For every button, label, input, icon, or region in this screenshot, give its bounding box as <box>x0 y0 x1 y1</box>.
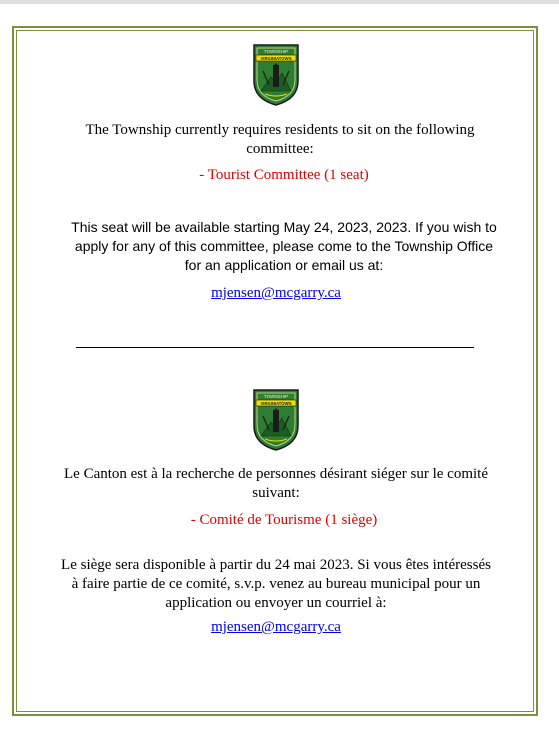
top-edge-line <box>0 0 559 4</box>
english-email-link[interactable]: mjensen@mcgarry.ca <box>211 285 341 301</box>
english-intro-text: The Township currently requires residents to sit on the following committee: <box>85 122 475 157</box>
english-email-paragraph <box>60 284 492 303</box>
french-committee-text: - Comité de Tourisme (1 siège) <box>190 512 378 528</box>
logo-2-top-text: TOWNSHIP <box>263 394 289 399</box>
section-divider <box>76 347 474 348</box>
french-intro-text: Le Canton est à la recherche de personnes désirant siéger sur le comité suivant: <box>64 466 488 501</box>
french-email-paragraph <box>60 618 492 637</box>
logo-top-text: TOWNSHIP <box>263 49 289 54</box>
township-crest-logo <box>251 41 301 107</box>
logo-2-banner-text: VIRGINIATOWN <box>260 400 292 406</box>
english-committee-text: - Tourist Committee (1 seat) <box>199 167 369 183</box>
french-email-link[interactable]: mjensen@mcgarry.ca <box>211 619 341 635</box>
english-details-text: This seat will be available starting May 24, 2023, 2023. If you wish to apply for any of this committee, please come to the Township Office for an application or email us at: <box>71 219 497 273</box>
logo-banner-text: VIRGINIATOWN <box>260 55 292 61</box>
french-details-text: Le siège sera disponible à partir du 24 mai 2023. Si vous êtes intéressés à faire partie de ce comité, s.v.p. venez au bureau municipal pour un application ou envoyer un courriel à: <box>61 557 491 611</box>
township-crest-logo-2 <box>251 386 301 452</box>
